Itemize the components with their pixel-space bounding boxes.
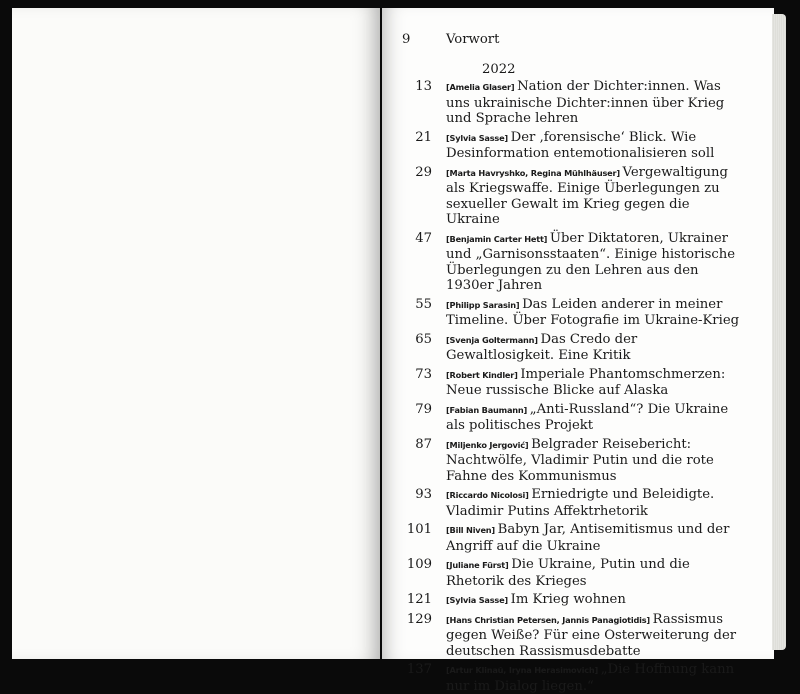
entry-title: Über Diktatoren, Ukrainer und „Garnisonsstaaten“. Einige historische Überlegungen zu den Lehren aus den 1930er Jahren [446,230,736,293]
entry-author: [Svenja Goltermann] [446,334,541,345]
entry-author: [Philipp Sarasin] [446,299,523,310]
toc-entry [400,487,740,519]
entry-author: [Artur Klinaŭ, Iryna Herasimovich] [446,665,601,675]
entry-author: [Bill Niven] [446,525,498,535]
entry-author: [Sylvia Sasse] [446,595,511,605]
entry-title: Die Ukraine, Putin und die Rhetorik des Krieges [446,557,690,589]
page-number: 47 [415,230,432,246]
entry-title: „Anti-Russland“? Die Ukraine als politisches Projekt [446,401,729,433]
page-number: 79 [415,401,432,417]
page-number: 65 [415,331,432,347]
page-number: 21 [415,129,432,145]
entry-author: [Juliane Fürst] [446,560,512,570]
entry-author: [Fabian Baumann] [446,404,530,415]
left-page-blank [12,8,380,659]
entry-author: [Robert Kindler] [446,369,521,380]
entry-title: Im Krieg wohnen [510,592,626,607]
entry-title: Nation der Dichter:innen. Was uns ukrainische Dichter:innen über Krieg und Sprache lehren [446,79,725,126]
toc-entry-foreword [400,32,740,48]
entry-author: [Benjamin Carter Hett] [446,233,550,244]
entry-title: Der ‚forensische‘ Blick. Wie Desinformation entemotionalisieren soll [446,129,715,161]
page-number: 9 [402,32,411,47]
page-block-edges [772,14,786,650]
entry-title: Vergewaltigung als Kriegswaffe. Einige Überlegungen zu sexueller Gewalt im Krieg gegen die Ukraine [446,164,728,227]
entry-author: [Marta Havryshko, Regina Mühlhäuser] [446,167,623,178]
toc-entry [400,592,740,609]
entry-title: „Die Hoffnung kann nur im Dialog liegen.“ [446,662,735,694]
entry-title: Erniedrigte und Beleidigte. Vladimir Putins Affektrhetorik [446,487,715,519]
page-number: 121 [406,592,432,607]
entry-author: [Miljenko Jergović] [446,439,532,450]
table-of-contents [400,32,740,694]
page-number: 13 [415,79,432,94]
toc-entry [400,402,740,434]
toc-entry [400,165,740,228]
entry-author: [Hans Christian Petersen, Jannis Panagiotidis] [446,614,653,625]
toc-entry [400,130,740,162]
entry-title: Das Leiden anderer in meiner Timeline. Über Fotografie im Ukraine-Krieg [446,296,740,328]
toc-entry [400,332,740,364]
entry-title: Belgrader Reisebericht: Nachtwölfe, Vladimir Putin und die rote Fahne des Kommunismus [446,436,714,484]
toc-entry [400,79,740,127]
page-number: 87 [415,436,432,452]
entry-title: Babyn Jar, Antisemitismus und der Angriff auf die Ukraine [446,522,730,554]
entry-author: [Riccardo Nicolosi] [446,490,532,500]
toc-entry [400,297,740,329]
toc-entry [400,367,740,399]
toc-entry [400,557,740,589]
entry-title: Vorwort [446,32,500,47]
toc-entry [400,231,740,294]
page-number: 55 [415,296,432,312]
entry-title: Imperiale Phantomschmerzen: Neue russische Blicke auf Alaska [446,366,726,398]
page-number: 73 [415,366,432,382]
page-number: 29 [415,164,432,180]
page-number: 137 [406,662,432,677]
entry-title: Rassismus gegen Weiße? Für eine Osterweiterung der deutschen Rassismusdebatte [446,611,737,659]
toc-entry [400,437,740,485]
toc-entry [400,612,740,660]
page-number: 129 [406,611,432,627]
toc-entry [400,522,740,554]
section-year: 2022 [482,61,516,77]
entry-author: [Sylvia Sasse] [446,132,511,143]
page-number: 109 [406,557,432,572]
page-number: 101 [406,522,432,537]
page-number: 93 [415,487,432,502]
entry-author: [Amelia Glaser] [446,82,518,92]
entry-title: Das Credo der Gewaltlosigkeit. Eine Kritik [446,331,638,363]
